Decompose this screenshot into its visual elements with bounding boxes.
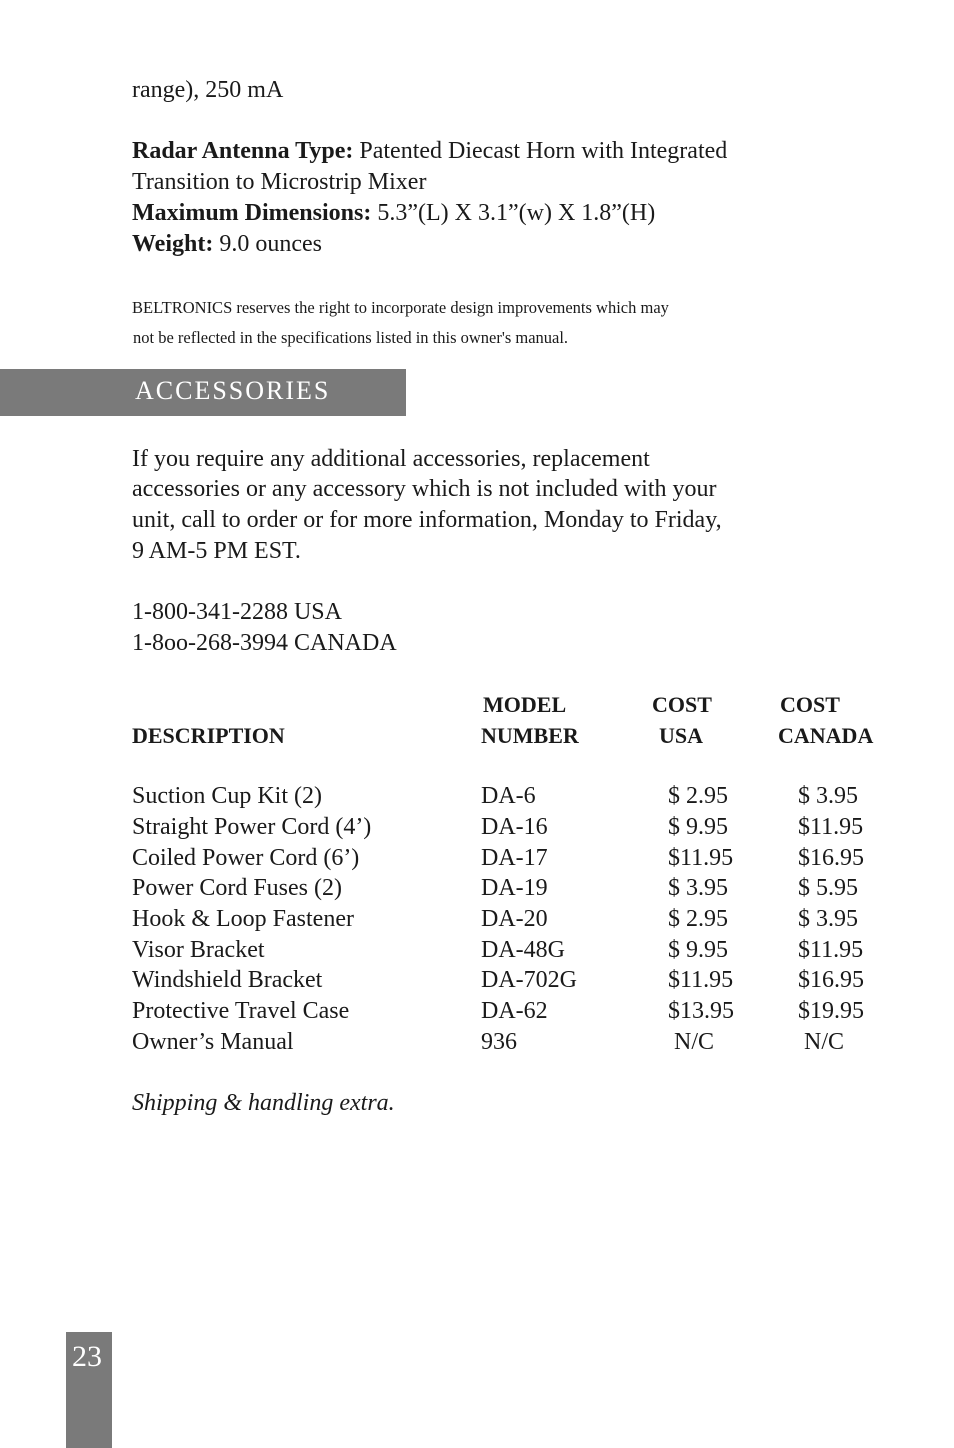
- row-3-canada: $16.95: [798, 845, 864, 871]
- disclaimer-line-1: BELTRONICS reserves the right to incorporate design improvements which may: [132, 298, 669, 317]
- row-2-model: DA-16: [481, 814, 548, 840]
- disclaimer-line-2: not be reflected in the specifications listed in this owner's manual.: [133, 328, 569, 347]
- row-4-model: DA-19: [481, 875, 548, 901]
- intro-line-3: unit, call to order or for more information, Monday to Friday,: [132, 507, 722, 533]
- row-2-usa: $ 9.95: [668, 814, 728, 840]
- row-3-model: DA-17: [481, 845, 548, 871]
- spec-antenna-line: [132, 136, 727, 167]
- spec-dimensions-value: 5.3”(L) X 3.1”(w) X 1.8”(H): [371, 200, 656, 226]
- header-canada-bottom: CANADA: [778, 723, 874, 748]
- row-6-usa: $ 9.95: [668, 937, 728, 963]
- header-model-bottom: NUMBER: [481, 723, 579, 748]
- row-9-model: 936: [481, 1029, 517, 1055]
- intro-line-4: 9 AM-5 PM EST.: [132, 538, 301, 564]
- row-2-description: Straight Power Cord (4’): [132, 814, 372, 840]
- spec-weight-line: [132, 229, 322, 260]
- row-4-canada: $ 5.95: [798, 875, 858, 901]
- intro-line-2: accessories or any accessory which is not included with your: [132, 476, 717, 502]
- spec-dimensions-label: Maximum Dimensions:: [132, 200, 372, 226]
- header-canada-top: COST: [780, 692, 840, 717]
- row-4-description: Power Cord Fuses (2): [132, 875, 342, 901]
- spec-antenna-label: Radar Antenna Type:: [132, 138, 354, 164]
- row-4-usa: $ 3.95: [668, 875, 728, 901]
- row-9-usa: N/C: [674, 1029, 715, 1055]
- row-5-model: DA-20: [481, 906, 548, 932]
- spec-weight-value: 9.0 ounces: [213, 231, 322, 257]
- header-description: DESCRIPTION: [132, 723, 285, 748]
- row-9-canada: N/C: [804, 1029, 845, 1055]
- row-8-model: DA-62: [481, 998, 548, 1024]
- row-6-canada: $11.95: [798, 937, 864, 963]
- spec-antenna-value: Patented Diecast Horn with Integrated: [353, 138, 728, 164]
- row-3-description: Coiled Power Cord (6’): [132, 845, 360, 871]
- row-6-description: Visor Bracket: [132, 937, 265, 963]
- spec-antenna-value-cont: Transition to Microstrip Mixer: [132, 169, 427, 195]
- header-usa-top: COST: [652, 692, 712, 717]
- row-1-description: Suction Cup Kit (2): [132, 783, 322, 809]
- intro-line-1: If you require any additional accessories, replacement: [132, 446, 650, 472]
- header-model-top: MODEL: [483, 692, 567, 717]
- row-1-usa: $ 2.95: [668, 783, 728, 809]
- row-9-description: Owner’s Manual: [132, 1029, 294, 1055]
- row-5-usa: $ 2.95: [668, 906, 728, 932]
- phone-usa: 1-800-341-2288 USA: [132, 599, 342, 625]
- row-8-description: Protective Travel Case: [132, 998, 350, 1024]
- row-7-canada: $16.95: [798, 967, 864, 993]
- spec-dimensions-line: [132, 198, 655, 229]
- shipping-note: Shipping & handling extra.: [132, 1090, 395, 1116]
- spec-range-line: range), 250 mA: [132, 77, 284, 103]
- page-number: 23: [72, 1340, 102, 1373]
- row-7-model: DA-702G: [481, 967, 577, 993]
- row-8-canada: $19.95: [798, 998, 864, 1024]
- row-8-usa: $13.95: [668, 998, 734, 1024]
- row-5-description: Hook & Loop Fastener: [132, 906, 354, 932]
- row-5-canada: $ 3.95: [798, 906, 858, 932]
- row-7-description: Windshield Bracket: [132, 967, 323, 993]
- row-1-canada: $ 3.95: [798, 783, 858, 809]
- row-3-usa: $11.95: [668, 845, 734, 871]
- phone-canada: 1-8oo-268-3994 CANADA: [132, 630, 397, 656]
- row-6-model: DA-48G: [481, 937, 565, 963]
- row-2-canada: $11.95: [798, 814, 864, 840]
- section-title: ACCESSORIES: [135, 376, 331, 405]
- row-1-model: DA-6: [481, 783, 536, 809]
- header-usa-bottom: USA: [659, 723, 704, 748]
- spec-weight-label: Weight:: [132, 231, 214, 257]
- row-7-usa: $11.95: [668, 967, 734, 993]
